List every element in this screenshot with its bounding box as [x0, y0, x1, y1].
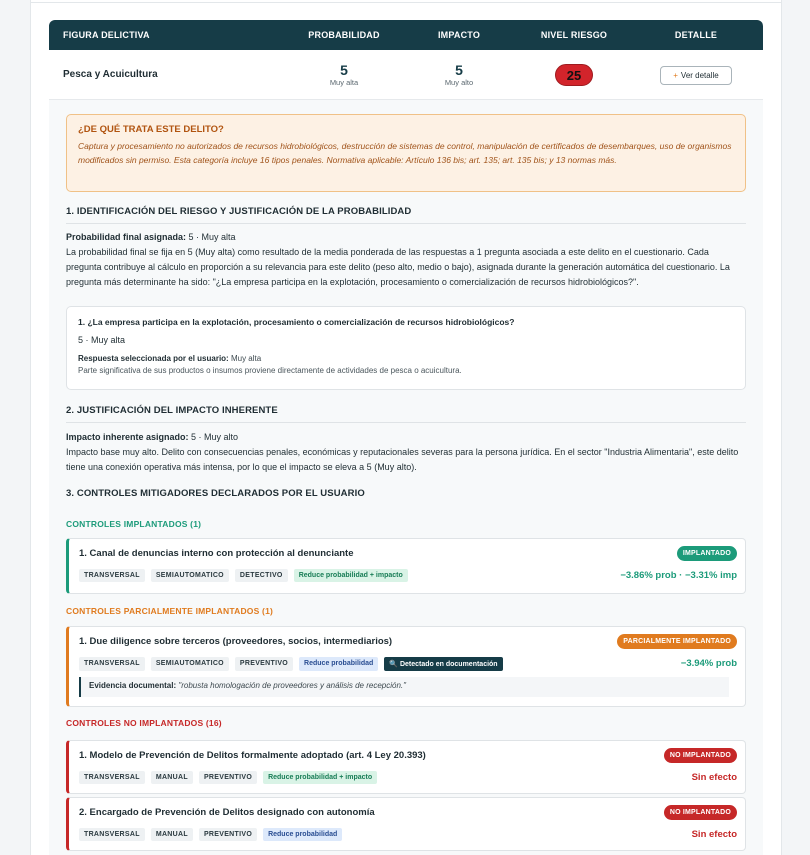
tag-scope: TRANSVERSAL [79, 569, 145, 582]
tag-scope: TRANSVERSAL [79, 657, 145, 671]
impact-inherent-label: Impacto inherente asignado: [66, 432, 189, 442]
probability-value: 5 [340, 61, 348, 78]
probability-final-value: 5 · Muy alta [188, 232, 236, 242]
tag-scope: TRANSVERSAL [79, 828, 145, 841]
magnifier-icon: 🔍 [389, 661, 398, 668]
control-title: 2. Encargado de Prevención de Delitos designado con autonomía [79, 807, 375, 818]
control-tags [79, 828, 342, 841]
section-1-title: 1. IDENTIFICACIÓN DEL RIESGO Y JUSTIFICACIÓN DE LA PROBABILIDAD [66, 206, 746, 224]
section-2-body [66, 430, 746, 475]
tag-effect: Reduce probabilidad [299, 657, 378, 671]
risk-detail-page [30, 0, 782, 855]
tag-type: PREVENTIVO [235, 657, 293, 671]
tag-automation: MANUAL [151, 828, 193, 841]
tag-effect: Reduce probabilidad [263, 828, 342, 841]
ver-detalle-label: Ver detalle [680, 70, 719, 80]
impact-label: Muy alto [444, 77, 474, 87]
question-value: 5 · Muy alta [78, 335, 126, 345]
about-title: ¿DE QUÉ TRATA ESTE DELITO? [78, 124, 224, 135]
control-title: 1. Due diligence sobre terceros (proveedores, socios, intermediarios) [79, 636, 393, 647]
question-card [66, 306, 746, 390]
control-tags [79, 771, 377, 784]
control-card [66, 626, 746, 707]
probability-justification: La probabilidad final se fija en 5 (Muy alta) como resultado de la media ponderada de las respuestas a 1 pregunta asociada a este delito en el cuestionario. Cada pregunta contribuye al cálculo en proporción a su relevancia para este delito (peso alto, medio o bajo), asignada durante la generación automática del cuestionario. La pregunta más determinante ha sido: "¿La empresa participa en la explotación, procesamiento o comercialización de recursos hidrobiológicos?". [66, 247, 730, 287]
control-card [66, 740, 746, 794]
control-effect: −3.94% prob [680, 658, 737, 669]
detail-cell [629, 65, 763, 85]
tag-type: PREVENTIVO [199, 828, 257, 841]
header-detalle: DETALLE [674, 30, 718, 40]
tag-automation: SEMIAUTOMATICO [151, 569, 229, 582]
probability-final-label: Probabilidad final asignada: [66, 232, 187, 242]
header-impacto: IMPACTO [437, 30, 481, 40]
table-header [49, 20, 763, 50]
control-effect: Sin efecto [691, 772, 737, 783]
risk-level-badge: 25 [555, 64, 593, 86]
table-row [49, 50, 763, 100]
impact-justification: Impacto base muy alto. Delito con consecuencias penales, económicas y reputacionales severas para la persona jurídica. En el sector "Industria Alimentaria", este delito tiene una conexión operativa más intensa, por lo que el impacto se eleva a 5 (Muy alto). [66, 447, 739, 472]
section-3-title: 3. CONTROLES MITIGADORES DECLARADOS POR EL USUARIO [66, 488, 365, 499]
control-title: 1. Modelo de Prevención de Delitos formalmente adoptado (art. 4 Ley 20.393) [79, 750, 426, 761]
header-probabilidad: PROBABILIDAD [308, 30, 380, 40]
tag-detected [384, 657, 502, 671]
tag-automation: MANUAL [151, 771, 193, 784]
group-implantados: CONTROLES IMPLANTADOS (1) [66, 519, 202, 529]
control-effect: −3.86% prob · −3.31% imp [620, 570, 737, 581]
probability-label: Muy alta [329, 77, 359, 87]
evidence-box [79, 677, 729, 697]
group-parciales: CONTROLES PARCIALMENTE IMPLANTADOS (1) [66, 606, 274, 616]
answer-value: Muy alta [230, 354, 262, 363]
status-badge: NO IMPLANTADO [664, 805, 737, 820]
tag-type: PREVENTIVO [199, 771, 257, 784]
section-2-title: 2. JUSTIFICACIÓN DEL IMPACTO INHERENTE [66, 405, 746, 423]
tag-effect: Reduce probabilidad + impacto [294, 569, 408, 582]
plus-icon: + [673, 70, 678, 80]
control-title: 1. Canal de denuncias interno con protección al denunciante [79, 548, 354, 559]
detail-panel [49, 100, 763, 855]
ver-detalle-button[interactable] [660, 66, 732, 85]
status-badge: NO IMPLANTADO [664, 748, 737, 763]
header-nivel-riesgo: NIVEL RIESGO [540, 30, 608, 40]
tag-effect: Reduce probabilidad + impacto [263, 771, 377, 784]
risk-level-cell [519, 64, 629, 86]
tag-scope: TRANSVERSAL [79, 771, 145, 784]
impact-cell [399, 63, 519, 87]
section-1-body [66, 230, 746, 290]
header-figura: FIGURA DELICTIVA [63, 30, 150, 40]
group-no-implantados: CONTROLES NO IMPLANTADOS (16) [66, 718, 222, 728]
control-card [66, 538, 746, 594]
control-tags [79, 657, 503, 671]
impact-inherent-value: 5 · Muy alto [191, 432, 239, 442]
top-divider [31, 0, 781, 3]
control-card [66, 797, 746, 851]
question-title: 1. ¿La empresa participa en la explotación, procesamiento o comercialización de recursos hidrobiológicos? [78, 317, 515, 327]
figura-name: Pesca y Acuicultura [63, 69, 158, 80]
tag-type: DETECTIVO [235, 569, 288, 582]
control-tags [79, 569, 408, 582]
probability-cell [289, 63, 399, 87]
question-answer [78, 354, 734, 363]
status-badge: PARCIALMENTE IMPLANTADO [617, 634, 737, 649]
about-callout [66, 114, 746, 192]
about-body: Captura y procesamiento no autorizados de recursos hidrobiológicos, destrucción de sistemas de control, manipulación de certificados de desembarques, uso de organismos modificados sin permiso. Esta categoría incluye 16 tipos penales. Normativa aplicable: Artículo 136 bis; art. 135; art. 135 bis; y 13 normas más. [78, 141, 732, 165]
risk-table [49, 20, 763, 100]
evidence-text: "robusta homologación de proveedores y análisis de recepción." [178, 681, 406, 690]
tag-detected-label: Detectado en documentación [399, 661, 498, 668]
impact-value: 5 [455, 61, 463, 78]
tag-automation: SEMIAUTOMATICO [151, 657, 229, 671]
answer-label: Respuesta seleccionada por el usuario: [78, 354, 229, 363]
evidence-label: Evidencia documental: [89, 681, 177, 690]
control-effect: Sin efecto [691, 829, 737, 840]
status-badge: IMPLANTADO [677, 546, 737, 561]
answer-explanation: Parte significativa de sus productos o insumos proviene directamente de actividades de pesca o acuicultura. [78, 366, 462, 375]
